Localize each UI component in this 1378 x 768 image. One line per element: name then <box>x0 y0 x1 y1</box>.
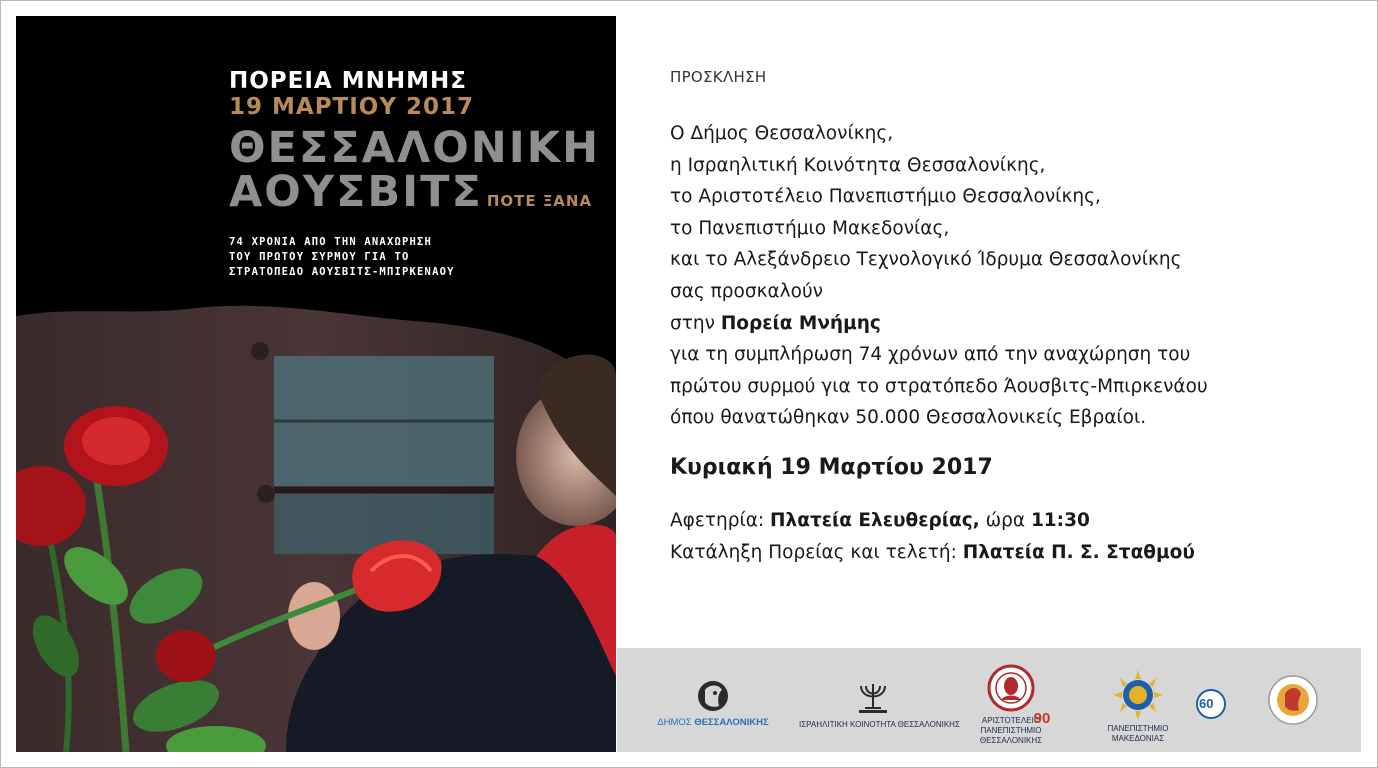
logo-ateith <box>1263 674 1323 730</box>
poster-title: ΠΟΡΕΙΑ ΜΝΗΜΗΣ <box>229 68 467 94</box>
start-place: Πλατεία Ελευθερίας, <box>770 510 980 531</box>
poster-camp-line <box>229 167 593 223</box>
logo-auth <box>969 664 1053 746</box>
purpose-line: όπου θανατώθηκαν 50.000 Θεσσαλονικείς Εβραίοι. <box>670 407 1147 429</box>
uom-anniversary: 60 <box>1199 696 1214 711</box>
start-line <box>670 505 1195 537</box>
sun-emblem-icon <box>1110 670 1166 720</box>
host-line: σας προσκαλούν <box>670 280 823 302</box>
logo-auth-caption-line: ΑΡΙΣΤΟΤΕΛΕΙΟ <box>981 716 1041 725</box>
alexander-head-icon <box>695 678 731 714</box>
host-line: και το Αλεξάνδρειο Τεχνολογικό Ίδρυμα Θεσσαλονίκης <box>670 249 1182 271</box>
event-date: Κυριακή 19 Μαρτίου 2017 <box>670 455 993 480</box>
logo-municipality <box>653 678 773 728</box>
poster-image <box>16 16 616 752</box>
end-label: Κατάληξη Πορείας και τελετή: <box>670 542 957 563</box>
host-line: η Ισραηλιτική Κοινότητα Θεσσαλονίκης, <box>670 154 1046 176</box>
alexander-seal-icon <box>1267 674 1319 726</box>
host-line: το Αριστοτέλειο Πανεπιστήμιο Θεσσαλονίκης, <box>670 186 1101 208</box>
poster-date: 19 ΜΑΡΤΙΟΥ 2017 <box>229 94 475 120</box>
in-prefix: στην <box>670 312 715 334</box>
logo-uom-anniversary <box>1195 688 1227 724</box>
poster-never-again: ΠΟΤΕ ΞΑΝΑ <box>486 192 593 210</box>
end-place: Πλατεία Π. Σ. Σταθμού <box>962 542 1195 563</box>
event-name-line <box>670 308 1208 340</box>
poster-city: ΘΕΣΣΑΛΟΝΙΚΗ <box>229 123 601 173</box>
aristotle-seal-icon <box>987 664 1035 712</box>
start-time: 11:30 <box>1030 510 1090 531</box>
partner-logos <box>617 648 1361 752</box>
logo-uom-caption-line: ΠΑΝΕΠΙΣΤΗΜΙΟ <box>1107 724 1169 733</box>
event-name: Πορεία Μνήμης <box>720 312 881 334</box>
dimos-prefix: ΔΗΜΟΣ <box>657 717 692 728</box>
start-label: Αφετηρία: <box>670 510 765 531</box>
host-line: Ο Δήμος Θεσσαλονίκης, <box>670 123 894 144</box>
logo-auth-caption-line: ΠΑΝΕΠΙΣΤΗΜΙΟ <box>980 726 1042 735</box>
poster-camp: ΑΟΥΣΒΙΤΣ <box>229 167 483 217</box>
poster-subtitle <box>229 235 569 280</box>
end-line <box>670 537 1195 569</box>
logo-jewish-community <box>799 676 960 730</box>
logo-uom <box>1083 670 1193 744</box>
logo-auth-caption-line: ΘΕΣΣΑΛΟΝΙΚΗΣ <box>979 736 1043 745</box>
poster-subtitle-line: ΣΤΡΑΤΟΠΕΔΟ ΑΟΥΣΒΙΤΣ-ΜΠΙΡΚΕΝΑΟΥ <box>229 266 455 278</box>
host-line: το Πανεπιστήμιο Μακεδονίας, <box>670 217 950 239</box>
logo-auth-anniversary <box>1029 708 1055 727</box>
event-details <box>670 505 1195 569</box>
purpose-line: για τη συμπλήρωση 74 χρόνων από την αναχώρηση του <box>670 344 1191 366</box>
invitation-body <box>670 118 1208 434</box>
invitation-label: ΠΡΟΣΚΛΗΣΗ <box>670 68 767 86</box>
menorah-icon <box>853 676 893 716</box>
purpose-line: πρώτου συρμού για το στρατόπεδο Άουσβιτς-Μπιρκενάου <box>670 375 1208 397</box>
poster-heading <box>229 68 601 280</box>
time-label: ώρα <box>985 510 1026 531</box>
logo-jewish-community-caption: ΙΣΡΑΗΛΙΤΙΚΗ ΚΟΙΝΟΤΗΤΑ ΘΕΣΣΑΛΟΝΙΚΗΣ <box>799 720 960 729</box>
logo-municipality-caption <box>653 718 773 728</box>
poster-subtitle-line: 74 ΧΡΟΝΙΑ ΑΠΟ ΤΗΝ ΑΝΑΧΩΡΗΣΗ <box>229 236 433 248</box>
auth-anniversary: 90 <box>1033 710 1051 727</box>
poster-subtitle-line: ΤΟΥ ΠΡΩΤΟΥ ΣΥΡΜΟΥ ΓΙΑ ΤΟ <box>229 251 410 263</box>
logo-uom-caption-line: ΜΑΚΕΔΟΝΙΑΣ <box>1111 734 1165 743</box>
dimos-name: ΘΕΣΣΑΛΟΝΙΚΗΣ <box>694 717 769 728</box>
